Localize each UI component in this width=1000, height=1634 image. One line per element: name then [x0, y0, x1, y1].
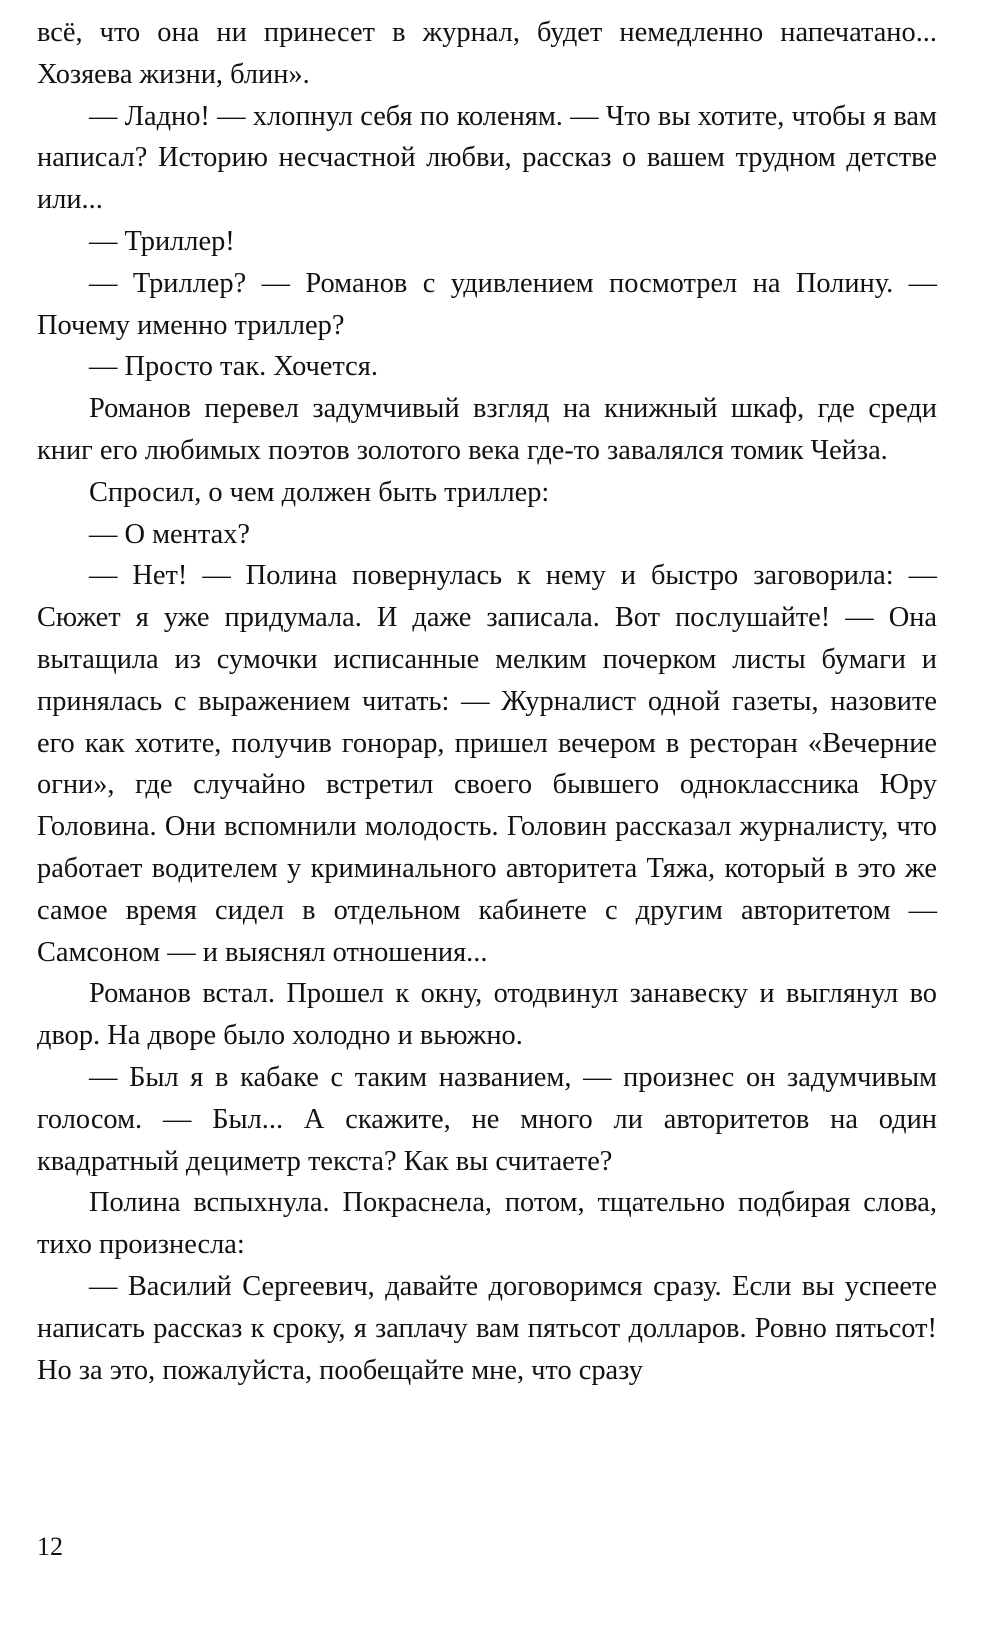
paragraph: — Триллер!	[89, 225, 235, 257]
paragraph: Романов встал. Прошел к окну, отодвинул занавеску и выглянул во двор. На дворе было холодно и вьюжно.	[37, 978, 937, 1052]
paragraph: — Василий Сергеевич, давайте договоримся сразу. Если вы успеете написать рассказ к сроку, я заплачу вам пятьсот долларов. Ровно пятьсот! Но за это, пожалуйста, пообещайте мне, что сразу	[37, 1270, 937, 1386]
paragraph: — Просто так. Хочется.	[89, 351, 378, 383]
paragraph: Полина вспыхнула. Покраснела, потом, тщательно подбирая слова, тихо произнесла:	[37, 1187, 937, 1261]
paragraph: Романов перевел задумчивый взгляд на книжный шкаф, где среди книг его любимых поэтов золотого века где-то завалялся томик Чейза.	[37, 393, 937, 466]
page-number: 12	[37, 1532, 63, 1561]
paragraph: — Ладно! — хлопнул себя по коленям. — Что вы хотите, чтобы я вам написал? Историю несчастной любви, рассказ о вашем трудном детстве или...	[37, 100, 937, 216]
paragraph: — О ментах?	[89, 518, 251, 550]
paragraph-continuation: всё, что она ни принесет в журнал, будет немедленно напечатано... Хозяева жизни, блин».	[37, 17, 937, 90]
paragraph: Спросил, о чем должен быть триллер:	[89, 476, 550, 508]
paragraph: — Триллер? — Романов с удивлением посмотрел на Полину. — Почему именно триллер?	[37, 267, 937, 341]
paragraph: — Нет! — Полина повернулась к нему и быстро заговорила: — Сюжет я уже придумала. И даже записала. Вот послушайте! — Она вытащила из сумочки исписанные мелким почерком листы бумаги и принялась с выражением читать: — Журналист одной газеты, назовите его как хотите, получив гонорар, пришел вечером в ресторан «Вечерние огни», где случайно встретил своего бывшего одноклассника Юру Головина. Они вспомнили молодость. Головин рассказал журналисту, что работает водителем у криминального авторитета Тяжа, который в это же самое время сидел в отдельном кабинете с другим авторитетом — Самсоном — и выяснял отношения...	[37, 560, 937, 968]
paragraph: — Был я в кабаке с таким названием, — произнес он задумчивым голосом. — Был... А скажите, не много ли авторитетов на один квадратный дециметр текста? Как вы считаете?	[37, 1061, 937, 1177]
body-text	[37, 12, 937, 1391]
